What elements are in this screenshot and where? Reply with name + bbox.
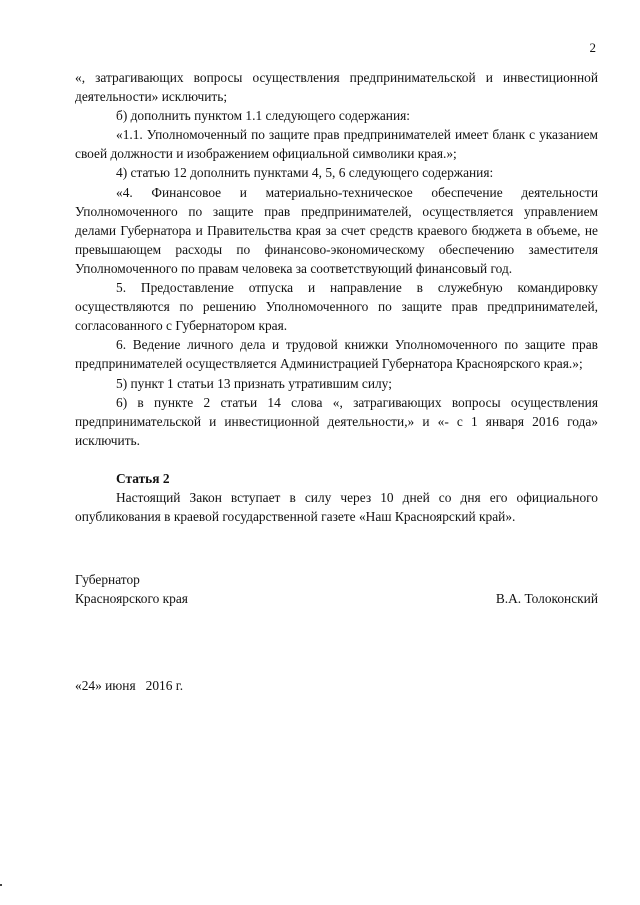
page-number: 2	[589, 40, 596, 55]
paragraph-point-6: 6. Ведение личного дела и трудовой книжки Уполномоченного по защите прав предпринимателей осуществляется Администрацией Губернатора Красноярского края.»;	[75, 337, 598, 372]
paragraph-point-5: 5. Предоставление отпуска и направление в служебную командировку осуществляются по решению Уполномоченного по защите прав предпринимателей, согласованного с Губернатором края.	[75, 280, 598, 334]
document-date: «24» июня 2016 г.	[75, 678, 184, 693]
article-heading: Статья 2	[116, 470, 170, 486]
signatory-title-line2: Красноярского края	[75, 591, 188, 607]
paragraph-item-b: б) дополнить пунктом 1.1 следующего содержания:	[116, 108, 410, 124]
paragraph-point-4: «4. Финансовое и материально-техническое обеспечение деятельности Уполномоченного по защите прав предпринимателей, осуществляется управлением делами Губернатора и Правительства края за счет средств краевого бюджета в объеме, не превышающем расходы по финансово-экономическому обеспечению заместителя Уполномоченного по правам человека за соответствующий финансовый год.	[75, 184, 598, 276]
document-body	[75, 68, 598, 526]
scan-dot-mark	[0, 884, 2, 886]
paragraph-exclusion-clause: «, затрагивающих вопросы осуществления предпринимательской и инвестиционной деятельности» исключить;	[75, 70, 598, 105]
signature-block	[75, 570, 598, 608]
paragraph-item-6: 6) в пункте 2 статьи 14 слова «, затрагивающих вопросы осуществления предпринимательской и инвестиционной деятельности,» и «- с 1 января 2016 года» исключить.	[75, 394, 598, 448]
paragraph-item-4: 4) статью 12 дополнить пунктами 4, 5, 6 следующего содержания:	[116, 165, 494, 181]
signatory-name: В.А. Толоконский	[495, 591, 598, 607]
paragraph-item-5: 5) пункт 1 статьи 13 признать утратившим силу;	[116, 375, 392, 391]
article-text: Настоящий Закон вступает в силу через 10 дней со дня его официального опубликования в краевой государственной газете «Наш Красноярский край».	[75, 489, 598, 525]
section-spacer	[75, 450, 598, 469]
paragraph-point-1-1: «1.1. Уполномоченный по защите прав предпринимателей имеет бланк с указанием своей должности и изображением официальной символики края.»;	[75, 127, 598, 162]
signatory-title-line1: Губернатор	[75, 572, 140, 587]
